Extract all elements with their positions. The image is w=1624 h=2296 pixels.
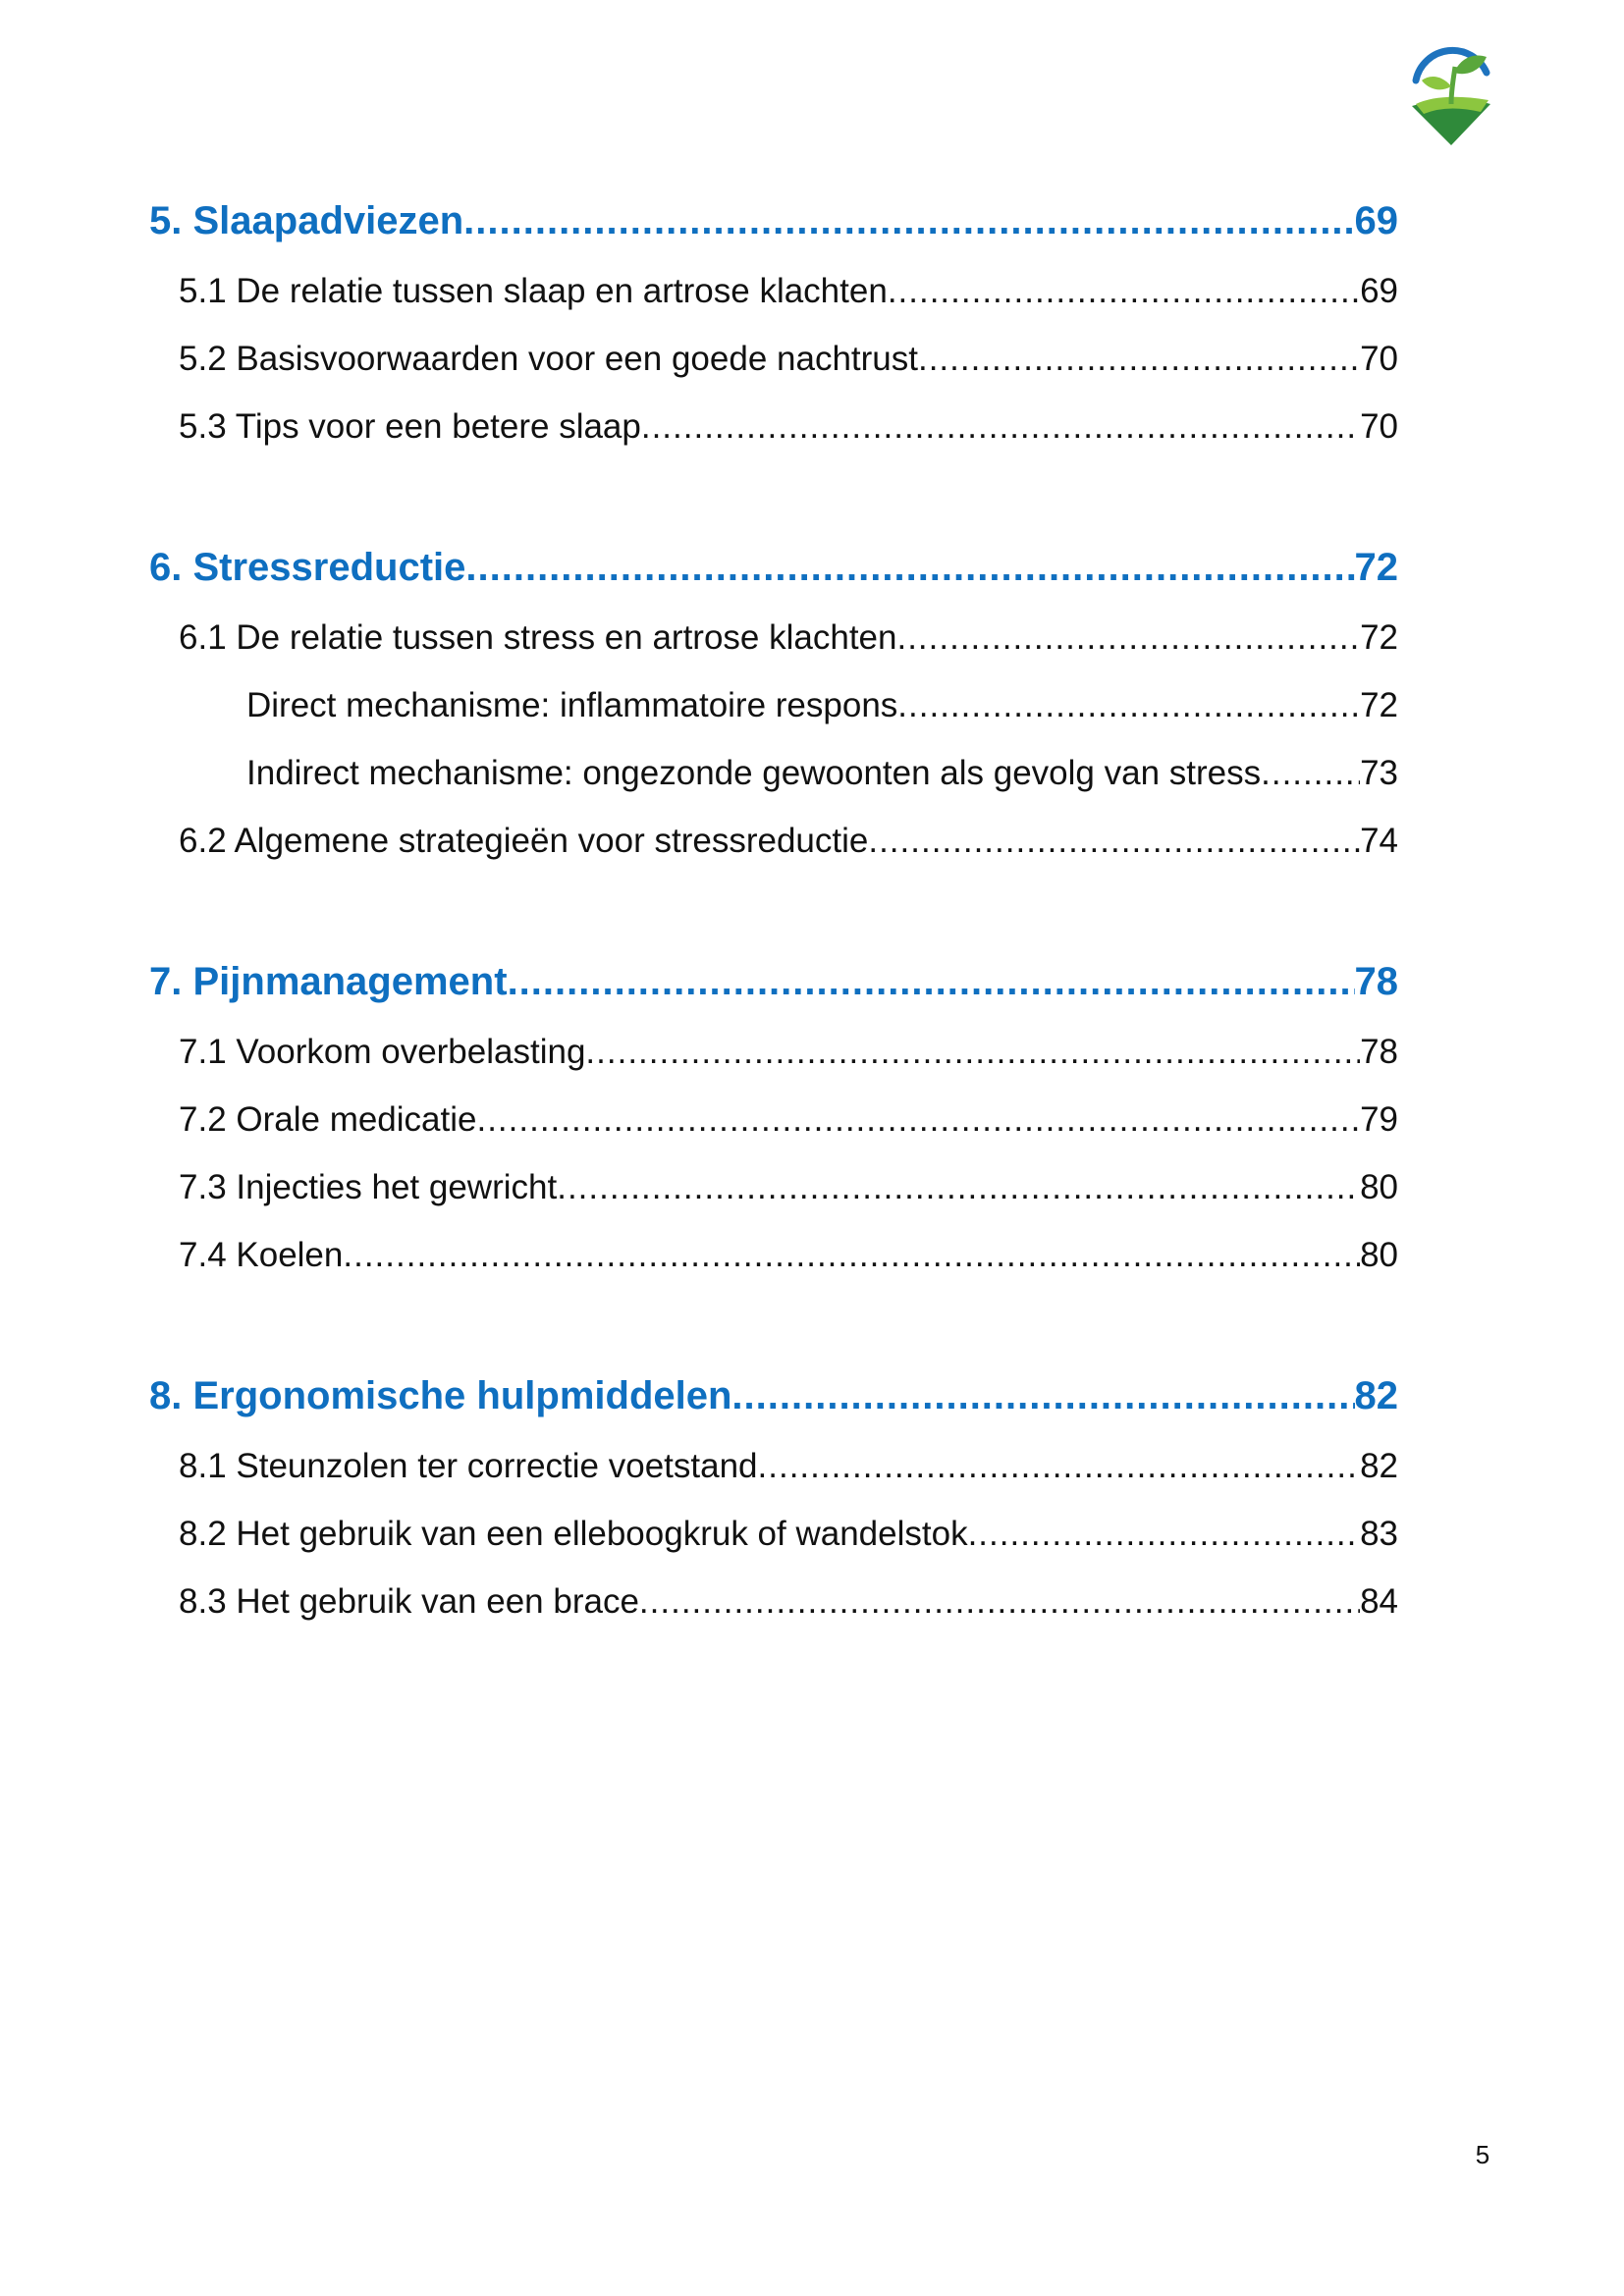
dot-leader xyxy=(888,257,1360,325)
toc-entry-page: 83 xyxy=(1360,1515,1398,1553)
toc-entry[interactable] xyxy=(149,1153,1398,1221)
toc-entry-label: 7.2 Orale medicatie xyxy=(179,1100,477,1139)
toc-entry-label: 5.1 De relatie tussen slaap en artrose klachten xyxy=(179,272,888,310)
toc-entry[interactable] xyxy=(149,1221,1398,1289)
toc-entry-label: 8.3 Het gebruik van een brace xyxy=(179,1582,639,1621)
toc-entry-page: 80 xyxy=(1360,1236,1398,1274)
toc-heading[interactable] xyxy=(149,539,1398,596)
toc-entry-page: 70 xyxy=(1360,407,1398,446)
toc-entry-page: 80 xyxy=(1360,1168,1398,1206)
toc-entry-label: 6.2 Algemene strategieën voor stressreductie xyxy=(179,822,869,860)
toc-entry-page: 84 xyxy=(1360,1582,1398,1621)
sprout-logo-icon xyxy=(1402,43,1500,147)
toc-heading-page: 69 xyxy=(1354,199,1398,242)
page-number: 5 xyxy=(1475,2140,1490,2169)
dot-leader xyxy=(463,192,1354,249)
toc-section xyxy=(149,1367,1398,1635)
toc-entry-page: 79 xyxy=(1360,1100,1398,1139)
toc-entry-page: 69 xyxy=(1360,272,1398,310)
toc-entry-label: 7.1 Voorkom overbelasting xyxy=(179,1033,586,1071)
toc-section xyxy=(149,539,1398,875)
dot-leader xyxy=(343,1221,1360,1289)
toc-entry-label: 5.2 Basisvoorwaarden voor een goede nachtrust xyxy=(179,340,918,378)
toc-heading-page: 82 xyxy=(1354,1374,1398,1417)
toc-heading-page: 78 xyxy=(1354,960,1398,1003)
toc-entry-page: 72 xyxy=(1360,618,1398,657)
dot-leader xyxy=(639,1568,1360,1635)
toc-entry-label: Direct mechanisme: inflammatoire respons xyxy=(246,686,898,724)
dot-leader xyxy=(897,671,1360,739)
toc-entry-label: 6.1 De relatie tussen stress en artrose klachten xyxy=(179,618,897,657)
toc-entry[interactable] xyxy=(149,1018,1398,1086)
toc-heading[interactable] xyxy=(149,192,1398,249)
toc-heading[interactable] xyxy=(149,953,1398,1010)
dot-leader xyxy=(585,1018,1360,1086)
toc-entry-label: 8.1 Steunzolen ter correctie voetstand xyxy=(179,1447,758,1485)
dot-leader xyxy=(465,539,1354,596)
dot-leader xyxy=(641,393,1360,460)
dot-leader xyxy=(1261,739,1360,807)
toc-entry[interactable] xyxy=(149,325,1398,393)
dot-leader xyxy=(896,604,1360,671)
toc-entry-label: Indirect mechanisme: ongezonde gewoonten als gevolg van stress xyxy=(246,754,1262,792)
toc-entry[interactable] xyxy=(149,1432,1398,1500)
toc-entry-label: 5.3 Tips voor een betere slaap xyxy=(179,407,641,446)
toc-entry[interactable] xyxy=(149,1568,1398,1635)
toc-section xyxy=(149,953,1398,1289)
toc-entry[interactable] xyxy=(149,739,1398,807)
toc-heading-label: 8. Ergonomische hulpmiddelen xyxy=(149,1374,732,1417)
dot-leader xyxy=(508,953,1355,1010)
toc-entry[interactable] xyxy=(149,671,1398,739)
toc-entry[interactable] xyxy=(149,257,1398,325)
toc-entry-page: 78 xyxy=(1360,1033,1398,1071)
toc-heading-label: 7. Pijnmanagement xyxy=(149,960,508,1003)
toc-entry-label: 7.4 Koelen xyxy=(179,1236,344,1274)
dot-leader xyxy=(557,1153,1360,1221)
toc-entry-label: 7.3 Injecties het gewricht xyxy=(179,1168,558,1206)
toc-entry-page: 72 xyxy=(1360,686,1398,724)
toc-heading-label: 6. Stressreductie xyxy=(149,546,466,589)
dot-leader xyxy=(968,1500,1360,1568)
toc-entry-page: 82 xyxy=(1360,1447,1398,1485)
toc-entry-page: 73 xyxy=(1360,754,1398,792)
toc-entry-page: 70 xyxy=(1360,340,1398,378)
toc-heading-page: 72 xyxy=(1354,546,1398,589)
dot-leader xyxy=(731,1367,1354,1424)
dot-leader xyxy=(476,1086,1360,1153)
toc-entry[interactable] xyxy=(149,1086,1398,1153)
dot-leader xyxy=(918,325,1360,393)
toc-entry[interactable] xyxy=(149,393,1398,460)
table-of-contents xyxy=(149,192,1398,1714)
toc-entry[interactable] xyxy=(149,807,1398,875)
toc-section xyxy=(149,192,1398,460)
toc-entry-label: 8.2 Het gebruik van een elleboogkruk of wandelstok xyxy=(179,1515,968,1553)
toc-heading-label: 5. Slaapadviezen xyxy=(149,199,464,242)
dot-leader xyxy=(868,807,1360,875)
toc-entry[interactable] xyxy=(149,604,1398,671)
toc-entry-page: 74 xyxy=(1360,822,1398,860)
toc-heading[interactable] xyxy=(149,1367,1398,1424)
toc-entry[interactable] xyxy=(149,1500,1398,1568)
dot-leader xyxy=(758,1432,1361,1500)
